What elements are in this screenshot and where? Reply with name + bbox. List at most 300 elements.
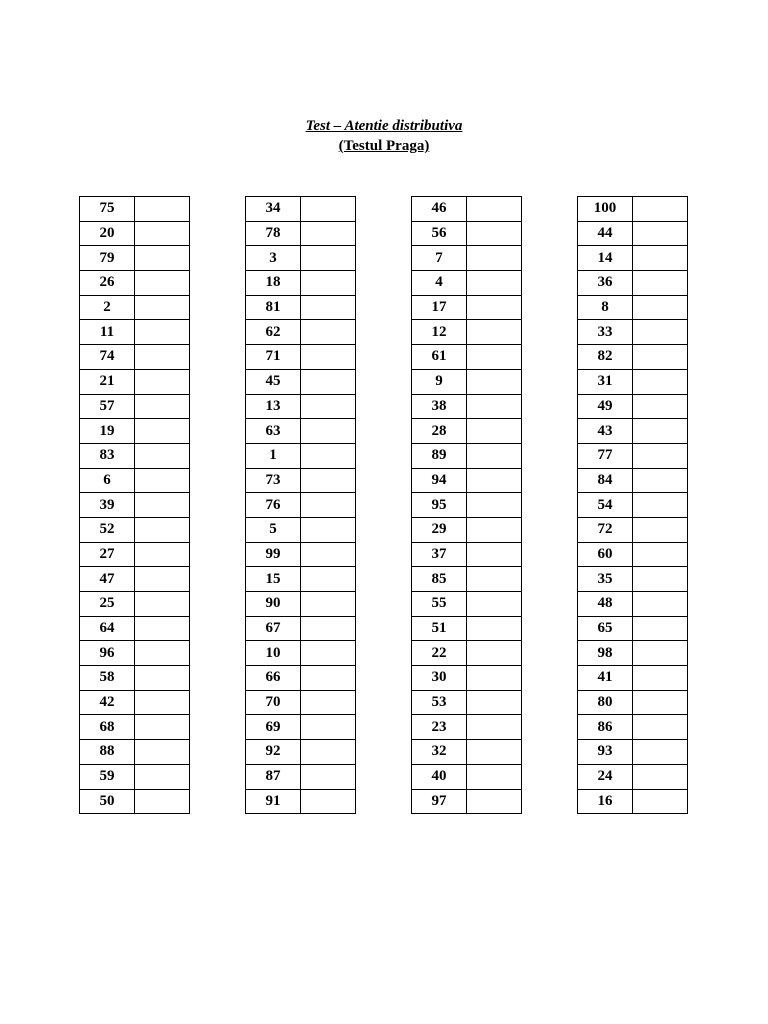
answer-cell[interactable] <box>301 369 356 394</box>
number-cell: 16 <box>578 789 633 814</box>
number-cell: 85 <box>412 567 467 592</box>
number-cell: 13 <box>246 394 301 419</box>
table-row <box>80 197 190 222</box>
number-cell: 38 <box>412 394 467 419</box>
answer-cell[interactable] <box>633 443 688 468</box>
number-cell: 62 <box>246 320 301 345</box>
number-cell: 90 <box>246 592 301 617</box>
number-cell: 46 <box>412 197 467 222</box>
table-row <box>80 443 190 468</box>
answer-cell[interactable] <box>301 666 356 691</box>
answer-cell[interactable] <box>301 764 356 789</box>
answer-cell[interactable] <box>467 345 522 370</box>
answer-cell[interactable] <box>135 197 190 222</box>
answer-cell[interactable] <box>135 419 190 444</box>
table-row <box>246 789 356 814</box>
answer-cell[interactable] <box>301 567 356 592</box>
table-row <box>412 715 522 740</box>
number-cell: 34 <box>246 197 301 222</box>
table-row <box>80 789 190 814</box>
number-cell: 23 <box>412 715 467 740</box>
answer-cell[interactable] <box>467 666 522 691</box>
number-cell: 51 <box>412 616 467 641</box>
table-row <box>80 592 190 617</box>
answer-cell[interactable] <box>633 345 688 370</box>
number-cell: 25 <box>80 592 135 617</box>
number-cell: 97 <box>412 789 467 814</box>
table-row <box>412 641 522 666</box>
table-row <box>412 197 522 222</box>
answer-cell[interactable] <box>301 320 356 345</box>
table-row <box>80 542 190 567</box>
answer-cell[interactable] <box>301 295 356 320</box>
number-cell: 60 <box>578 542 633 567</box>
answer-cell[interactable] <box>633 221 688 246</box>
table-row <box>80 419 190 444</box>
number-cell: 32 <box>412 740 467 765</box>
answer-cell[interactable] <box>135 394 190 419</box>
table-row <box>412 517 522 542</box>
answer-cell[interactable] <box>135 567 190 592</box>
table-row <box>80 221 190 246</box>
number-cell: 36 <box>578 271 633 296</box>
number-cell: 65 <box>578 616 633 641</box>
number-cell: 20 <box>80 221 135 246</box>
answer-cell[interactable] <box>135 320 190 345</box>
table-row <box>80 764 190 789</box>
number-cell: 14 <box>578 246 633 271</box>
number-cell: 19 <box>80 419 135 444</box>
table-row <box>246 246 356 271</box>
number-cell: 75 <box>80 197 135 222</box>
table-row <box>80 715 190 740</box>
number-table-1 <box>79 196 190 814</box>
table-row <box>578 715 688 740</box>
answer-cell[interactable] <box>301 197 356 222</box>
answer-cell[interactable] <box>467 246 522 271</box>
answer-cell[interactable] <box>135 443 190 468</box>
number-cell: 43 <box>578 419 633 444</box>
number-cell: 58 <box>80 666 135 691</box>
table-row <box>412 592 522 617</box>
answer-cell[interactable] <box>301 542 356 567</box>
table-row <box>412 345 522 370</box>
table-row <box>246 764 356 789</box>
answer-cell[interactable] <box>467 715 522 740</box>
number-cell: 2 <box>80 295 135 320</box>
table-row <box>412 419 522 444</box>
answer-cell[interactable] <box>633 666 688 691</box>
answer-cell[interactable] <box>467 271 522 296</box>
number-cell: 72 <box>578 517 633 542</box>
table-row <box>80 320 190 345</box>
number-cell: 99 <box>246 542 301 567</box>
table-row <box>412 271 522 296</box>
number-cell: 52 <box>80 517 135 542</box>
answer-cell[interactable] <box>467 764 522 789</box>
answer-cell[interactable] <box>135 690 190 715</box>
number-cell: 1 <box>246 443 301 468</box>
answer-cell[interactable] <box>467 369 522 394</box>
table-row <box>578 690 688 715</box>
answer-cell[interactable] <box>467 641 522 666</box>
number-cell: 24 <box>578 764 633 789</box>
table-row <box>80 493 190 518</box>
table-row <box>246 616 356 641</box>
answer-cell[interactable] <box>301 345 356 370</box>
number-cell: 76 <box>246 493 301 518</box>
table-row <box>80 271 190 296</box>
number-cell: 86 <box>578 715 633 740</box>
answer-cell[interactable] <box>301 740 356 765</box>
table-row <box>412 690 522 715</box>
answer-cell[interactable] <box>301 493 356 518</box>
answer-cell[interactable] <box>467 295 522 320</box>
number-cell: 48 <box>578 592 633 617</box>
table-row <box>80 295 190 320</box>
page-title: Test – Atentie distributiva <box>305 118 463 134</box>
table-row <box>80 468 190 493</box>
number-cell: 66 <box>246 666 301 691</box>
table-row <box>246 419 356 444</box>
answer-cell[interactable] <box>135 246 190 271</box>
number-cell: 33 <box>578 320 633 345</box>
answer-cell[interactable] <box>633 517 688 542</box>
number-cell: 78 <box>246 221 301 246</box>
answer-cell[interactable] <box>135 271 190 296</box>
number-cell: 53 <box>412 690 467 715</box>
answer-cell[interactable] <box>135 517 190 542</box>
number-cell: 95 <box>412 493 467 518</box>
number-cell: 64 <box>80 616 135 641</box>
table-row <box>412 394 522 419</box>
number-cell: 47 <box>80 567 135 592</box>
table-row <box>578 517 688 542</box>
answer-cell[interactable] <box>633 592 688 617</box>
table-row <box>578 493 688 518</box>
table-row <box>80 394 190 419</box>
answer-cell[interactable] <box>135 221 190 246</box>
number-cell: 61 <box>412 345 467 370</box>
answer-cell[interactable] <box>467 320 522 345</box>
table-row <box>578 764 688 789</box>
number-cell: 35 <box>578 567 633 592</box>
number-cell: 21 <box>80 369 135 394</box>
answer-cell[interactable] <box>135 345 190 370</box>
answer-cell[interactable] <box>301 443 356 468</box>
answer-cell[interactable] <box>633 295 688 320</box>
table-row <box>412 493 522 518</box>
number-cell: 94 <box>412 468 467 493</box>
number-cell: 11 <box>80 320 135 345</box>
table-row <box>412 295 522 320</box>
answer-cell[interactable] <box>633 616 688 641</box>
table-row <box>80 666 190 691</box>
answer-cell[interactable] <box>633 468 688 493</box>
number-cell: 3 <box>246 246 301 271</box>
answer-cell[interactable] <box>633 493 688 518</box>
answer-cell[interactable] <box>301 517 356 542</box>
answer-cell[interactable] <box>135 641 190 666</box>
answer-cell[interactable] <box>633 419 688 444</box>
table-row <box>578 221 688 246</box>
table-row <box>412 542 522 567</box>
number-cell: 77 <box>578 443 633 468</box>
table-row <box>578 345 688 370</box>
answer-cell[interactable] <box>301 690 356 715</box>
answer-cell[interactable] <box>135 789 190 814</box>
number-cell: 39 <box>80 493 135 518</box>
page-subtitle: (Testul Praga) <box>338 138 430 154</box>
number-cell: 54 <box>578 493 633 518</box>
answer-cell[interactable] <box>467 542 522 567</box>
number-cell: 82 <box>578 345 633 370</box>
answer-cell[interactable] <box>633 271 688 296</box>
answer-cell[interactable] <box>467 493 522 518</box>
number-cell: 56 <box>412 221 467 246</box>
answer-cell[interactable] <box>301 616 356 641</box>
table-row <box>578 394 688 419</box>
answer-cell[interactable] <box>135 616 190 641</box>
answer-cell[interactable] <box>301 271 356 296</box>
table-row <box>412 369 522 394</box>
number-cell: 83 <box>80 443 135 468</box>
table-row <box>246 345 356 370</box>
answer-cell[interactable] <box>467 740 522 765</box>
table-row <box>80 690 190 715</box>
table-row <box>80 616 190 641</box>
table-row <box>246 542 356 567</box>
answer-cell[interactable] <box>135 740 190 765</box>
answer-cell[interactable] <box>633 764 688 789</box>
answer-cell[interactable] <box>135 666 190 691</box>
number-cell: 22 <box>412 641 467 666</box>
table-row <box>412 468 522 493</box>
number-cell: 87 <box>246 764 301 789</box>
answer-cell[interactable] <box>467 592 522 617</box>
table-row <box>578 567 688 592</box>
number-cell: 17 <box>412 295 467 320</box>
table-row <box>578 740 688 765</box>
table-row <box>412 764 522 789</box>
number-cell: 98 <box>578 641 633 666</box>
table-row <box>246 690 356 715</box>
number-cell: 29 <box>412 517 467 542</box>
number-cell: 18 <box>246 271 301 296</box>
number-cell: 96 <box>80 641 135 666</box>
number-cell: 12 <box>412 320 467 345</box>
answer-cell[interactable] <box>301 246 356 271</box>
number-cell: 4 <box>412 271 467 296</box>
answer-cell[interactable] <box>135 764 190 789</box>
table-row <box>246 517 356 542</box>
answer-cell[interactable] <box>467 690 522 715</box>
number-cell: 93 <box>578 740 633 765</box>
number-cell: 84 <box>578 468 633 493</box>
table-row <box>246 715 356 740</box>
table-row <box>246 468 356 493</box>
table-row <box>80 369 190 394</box>
table-row <box>578 592 688 617</box>
table-row <box>246 641 356 666</box>
table-row <box>80 641 190 666</box>
table-row <box>412 246 522 271</box>
answer-cell[interactable] <box>467 517 522 542</box>
answer-cell[interactable] <box>467 197 522 222</box>
number-cell: 80 <box>578 690 633 715</box>
answer-cell[interactable] <box>301 221 356 246</box>
table-row <box>80 517 190 542</box>
table-row <box>578 369 688 394</box>
answer-cell[interactable] <box>135 493 190 518</box>
table-row <box>246 666 356 691</box>
number-cell: 6 <box>80 468 135 493</box>
answer-cell[interactable] <box>633 715 688 740</box>
table-row <box>412 789 522 814</box>
answer-cell[interactable] <box>467 443 522 468</box>
answer-cell[interactable] <box>135 542 190 567</box>
answer-cell[interactable] <box>301 468 356 493</box>
table-row <box>412 567 522 592</box>
number-cell: 88 <box>80 740 135 765</box>
number-cell: 28 <box>412 419 467 444</box>
table-row <box>578 320 688 345</box>
answer-cell[interactable] <box>135 592 190 617</box>
table-row <box>246 592 356 617</box>
answer-cell[interactable] <box>467 616 522 641</box>
number-cell: 59 <box>80 764 135 789</box>
table-row <box>246 443 356 468</box>
table-row <box>578 443 688 468</box>
number-cell: 7 <box>412 246 467 271</box>
answer-cell[interactable] <box>301 592 356 617</box>
number-cell: 71 <box>246 345 301 370</box>
number-cell: 79 <box>80 246 135 271</box>
answer-cell[interactable] <box>633 542 688 567</box>
answer-cell[interactable] <box>301 789 356 814</box>
number-cell: 27 <box>80 542 135 567</box>
answer-cell[interactable] <box>301 419 356 444</box>
table-row <box>246 221 356 246</box>
number-cell: 81 <box>246 295 301 320</box>
answer-cell[interactable] <box>301 715 356 740</box>
table-row <box>412 443 522 468</box>
number-cell: 37 <box>412 542 467 567</box>
answer-cell[interactable] <box>633 690 688 715</box>
number-cell: 49 <box>578 394 633 419</box>
number-cell: 26 <box>80 271 135 296</box>
table-row <box>246 197 356 222</box>
number-cell: 100 <box>578 197 633 222</box>
number-cell: 15 <box>246 567 301 592</box>
answer-cell[interactable] <box>633 320 688 345</box>
number-cell: 41 <box>578 666 633 691</box>
table-row <box>578 641 688 666</box>
number-cell: 40 <box>412 764 467 789</box>
table-row <box>246 320 356 345</box>
number-cell: 68 <box>80 715 135 740</box>
answer-cell[interactable] <box>467 221 522 246</box>
number-cell: 70 <box>246 690 301 715</box>
answer-cell[interactable] <box>301 394 356 419</box>
number-cell: 30 <box>412 666 467 691</box>
number-cell: 45 <box>246 369 301 394</box>
number-cell: 31 <box>578 369 633 394</box>
table-row <box>412 616 522 641</box>
answer-cell[interactable] <box>467 567 522 592</box>
answer-cell[interactable] <box>301 641 356 666</box>
answer-cell[interactable] <box>135 715 190 740</box>
table-row <box>578 468 688 493</box>
table-row <box>246 567 356 592</box>
table-row <box>412 740 522 765</box>
table-row <box>578 197 688 222</box>
number-table-4 <box>577 196 688 814</box>
table-row <box>80 246 190 271</box>
number-cell: 42 <box>80 690 135 715</box>
table-row <box>578 542 688 567</box>
number-cell: 50 <box>80 789 135 814</box>
answer-cell[interactable] <box>135 468 190 493</box>
answer-cell[interactable] <box>135 295 190 320</box>
number-cell: 10 <box>246 641 301 666</box>
number-table-2 <box>245 196 356 814</box>
number-cell: 73 <box>246 468 301 493</box>
answer-cell[interactable] <box>467 468 522 493</box>
table-row <box>80 345 190 370</box>
number-cell: 74 <box>80 345 135 370</box>
number-cell: 5 <box>246 517 301 542</box>
answer-cell[interactable] <box>633 740 688 765</box>
number-cell: 89 <box>412 443 467 468</box>
number-cell: 9 <box>412 369 467 394</box>
table-row <box>246 493 356 518</box>
table-row <box>246 271 356 296</box>
answer-cell[interactable] <box>633 789 688 814</box>
answer-cell[interactable] <box>633 641 688 666</box>
table-row <box>246 369 356 394</box>
table-row <box>578 246 688 271</box>
number-cell: 55 <box>412 592 467 617</box>
answer-cell[interactable] <box>633 197 688 222</box>
answer-cell[interactable] <box>467 394 522 419</box>
table-row <box>412 221 522 246</box>
table-row <box>578 616 688 641</box>
table-row <box>80 567 190 592</box>
table-row <box>246 394 356 419</box>
table-row <box>578 419 688 444</box>
answer-cell[interactable] <box>633 369 688 394</box>
number-cell: 57 <box>80 394 135 419</box>
answer-cell[interactable] <box>467 789 522 814</box>
table-row <box>80 740 190 765</box>
answer-cell[interactable] <box>633 567 688 592</box>
table-row <box>578 295 688 320</box>
answer-cell[interactable] <box>633 394 688 419</box>
number-cell: 91 <box>246 789 301 814</box>
number-table-3 <box>411 196 522 814</box>
number-cell: 63 <box>246 419 301 444</box>
table-row <box>246 740 356 765</box>
answer-cell[interactable] <box>467 419 522 444</box>
table-row <box>412 666 522 691</box>
table-row <box>578 271 688 296</box>
answer-cell[interactable] <box>135 369 190 394</box>
number-cell: 8 <box>578 295 633 320</box>
table-row <box>412 320 522 345</box>
number-cell: 69 <box>246 715 301 740</box>
answer-cell[interactable] <box>633 246 688 271</box>
